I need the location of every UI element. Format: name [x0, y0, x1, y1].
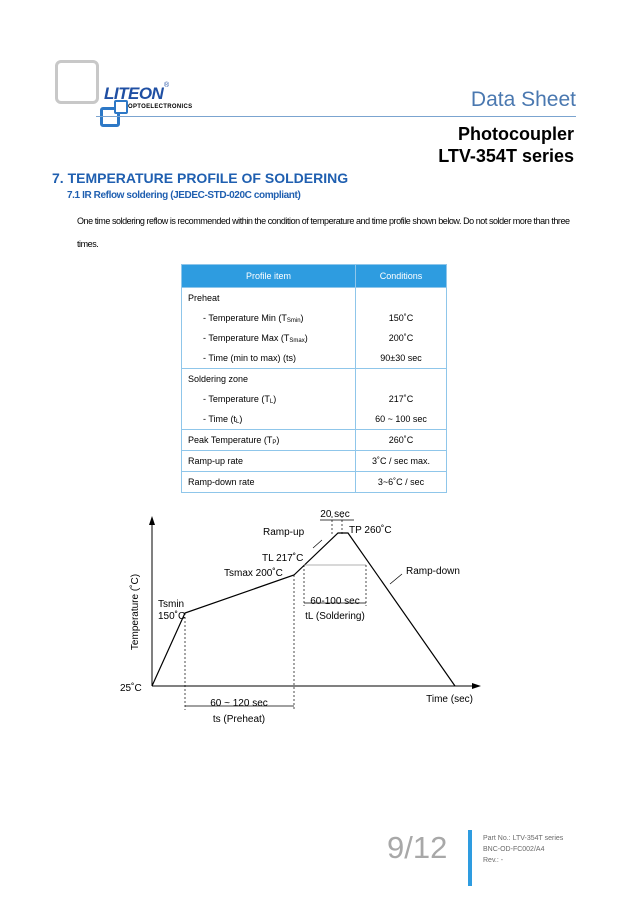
ramp-up-value: 3˚C / sec max. — [356, 451, 447, 472]
product-name: Photocoupler — [458, 124, 574, 144]
subsection-title: 7.1 IR Reflow soldering (JEDEC-STD-020C compliant) — [67, 190, 301, 201]
tl-label: TL 217˚C — [262, 553, 304, 564]
tl-value: 217˚C — [356, 389, 447, 409]
preheat-label: Preheat — [182, 288, 356, 309]
product-series: LTV-354T series — [438, 146, 574, 166]
instruction-paragraph: One time soldering reflow is recommended within the condition of temperature and time profile shown below. Do not solder more than three times. — [77, 216, 570, 249]
ramp-down-label: Ramp-down — [406, 566, 460, 577]
origin-temp-label: 25˚C — [120, 683, 142, 694]
profile-curve — [152, 533, 455, 686]
table-row — [182, 472, 447, 493]
tl-label: - Temperature $(T_L)$ — [182, 389, 356, 409]
table-row — [182, 288, 447, 309]
soldering-zone-label: Soldering zone — [182, 369, 356, 390]
ramp-down-label: Ramp-down rate — [182, 472, 356, 493]
table-row — [182, 430, 447, 451]
part-number: Part No.: LTV-354T series — [483, 835, 564, 842]
reflow-profile-diagram — [110, 500, 510, 740]
table-row — [182, 409, 447, 430]
peak-temp-value: 260˚C — [356, 430, 447, 451]
table-header-cell: Profile item — [182, 265, 356, 288]
tl-time-caption: tL (Soldering) — [305, 611, 365, 622]
tsmin-value: 150˚C — [158, 611, 186, 622]
preheat-time-caption: ts (Preheat) — [212, 714, 266, 725]
logo-frame-icon — [55, 60, 99, 104]
table-header-row — [182, 265, 447, 288]
table-row — [182, 328, 447, 348]
tsmin-label: - Temperature Min $(T_{Smin})$ — [182, 308, 356, 328]
section-title: 7. TEMPERATURE PROFILE OF SOLDERING — [52, 170, 349, 186]
tsmin-label: Tsmin — [158, 599, 185, 610]
tsmax-label: Tsmax 200˚C — [224, 568, 283, 579]
ramp-up-leader — [313, 540, 322, 548]
table-row — [182, 308, 447, 328]
tl-time-label: 60-100 sec — [310, 596, 360, 607]
tsmax-label: - Temperature Max $(T_{Smax})$ — [182, 328, 356, 348]
preheat-time-value: 90±30 sec — [356, 348, 447, 369]
table-row — [182, 348, 447, 369]
tl-time-value: 60 ~ 100 sec — [356, 409, 447, 430]
page-number: 9/12 — [387, 830, 448, 865]
ramp-down-value: 3~6˚C / sec — [356, 472, 447, 493]
peak-temp-label: Peak Temperature $(T_P)$ — [182, 430, 356, 451]
x-axis-label: Time (sec) — [426, 694, 473, 705]
peak-time-label: 20 sec — [320, 509, 350, 520]
footer-info — [483, 833, 563, 866]
x-axis-arrow-icon — [472, 683, 481, 689]
ramp-up-label: Ramp-up rate — [182, 451, 356, 472]
document-number: BNC-OD-FC002/A4 — [483, 846, 545, 853]
y-axis-arrow-icon — [149, 516, 155, 525]
preheat-time-label: 60 ~ 120 sec — [210, 698, 268, 709]
tl-time-label: - Time $(t_L)$ — [182, 409, 356, 430]
doc-type-title: Data Sheet — [470, 88, 576, 111]
logo-registered-mark: ® — [164, 82, 170, 89]
ramp-down-leader — [390, 574, 402, 584]
reflow-profile-table — [181, 264, 447, 493]
table-row — [182, 369, 447, 390]
preheat-time-label: - Time (min to max) (ts) — [182, 348, 356, 369]
y-axis-label: Temperature (˚C) — [130, 573, 141, 651]
footer-accent-bar — [468, 830, 472, 886]
tsmax-value: 200˚C — [356, 328, 447, 348]
tp-label: TP 260˚C — [349, 525, 392, 536]
tsmin-value: 150˚C — [356, 308, 447, 328]
ramp-up-label: Ramp-up — [263, 527, 305, 538]
header-divider — [96, 116, 576, 117]
logo-name: LITEON — [104, 84, 164, 103]
logo-subtitle: OPTOELECTRONICS — [128, 104, 193, 110]
table-row — [182, 451, 447, 472]
table-header-cell: Conditions — [356, 265, 447, 288]
revision: Rev.: - — [483, 857, 504, 864]
table-row — [182, 389, 447, 409]
